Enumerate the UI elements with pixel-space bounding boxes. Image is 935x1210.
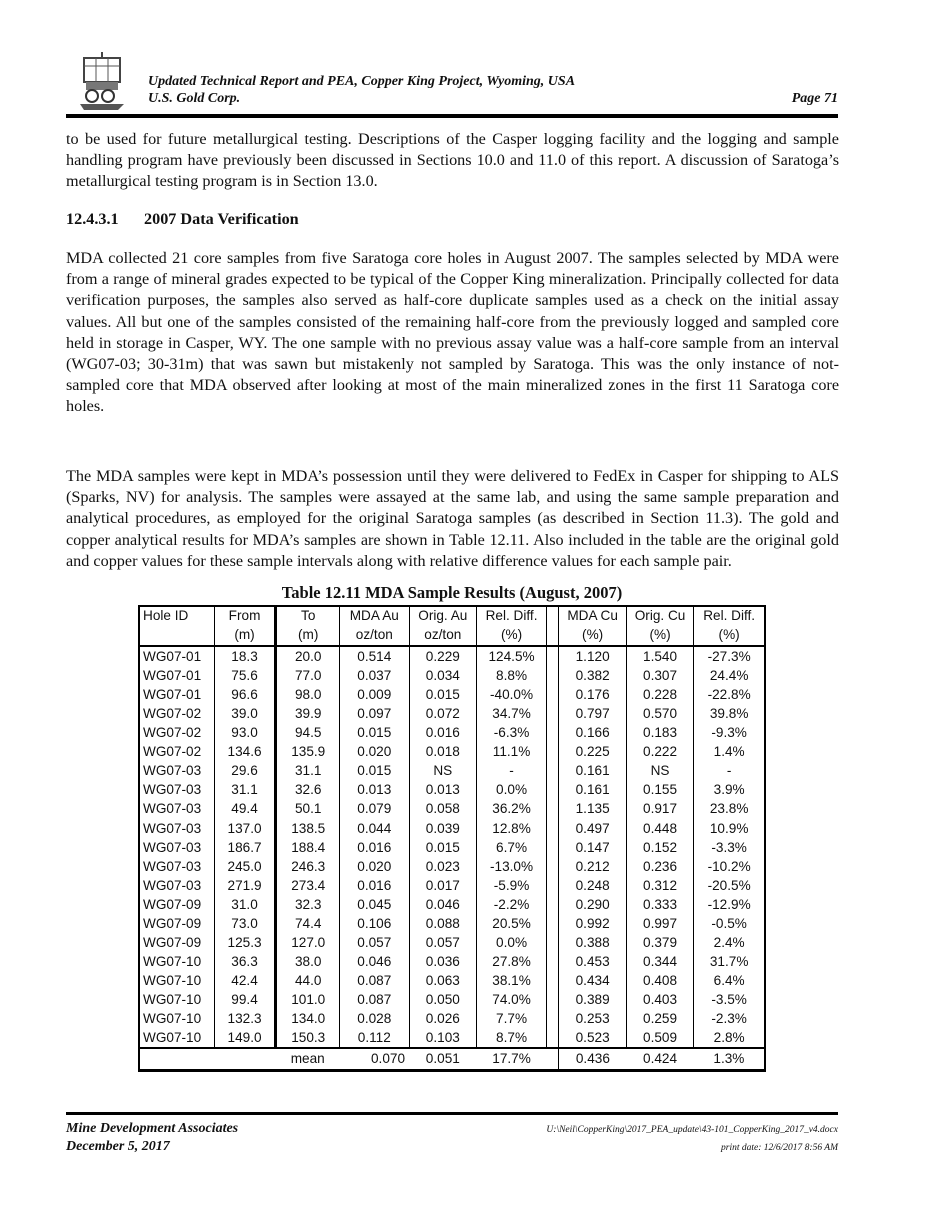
table-cell: 271.9	[214, 876, 276, 895]
col-spacer	[546, 895, 558, 914]
page-header	[66, 52, 838, 118]
table-cell: 0.228	[626, 685, 693, 704]
table-cell: 0.382	[559, 666, 626, 685]
table-cell: 0.046	[340, 952, 409, 971]
mean-cell: 0.070	[340, 1048, 409, 1071]
table-cell: 0.037	[340, 666, 409, 685]
table-cell: 50.1	[276, 799, 340, 818]
table-cell: 0.087	[340, 971, 409, 990]
table-cell: 93.0	[214, 723, 276, 742]
table-cell: 246.3	[276, 857, 340, 876]
table-cell: 0.023	[409, 857, 477, 876]
col-header: Orig. Au	[409, 607, 477, 626]
footer-rule	[66, 1112, 838, 1115]
col-spacer	[546, 685, 558, 704]
table-cell: 0.248	[559, 876, 626, 895]
table-cell: 0.183	[626, 723, 693, 742]
table-caption: Table 12.11 MDA Sample Results (August, 2007)	[281, 583, 623, 602]
table-cell: 98.0	[276, 685, 340, 704]
col-spacer	[546, 666, 558, 685]
table-cell: 32.6	[276, 780, 340, 799]
table-cell: WG07-10	[140, 1009, 214, 1028]
paragraph-sampling: MDA collected 21 core samples from five Saratoga core holes in August 2007. The samples selected by MDA were from a range of mineral grades expected to be typical of the Copper King mineralization. Principally collected for data verification purposes, the samples also served as half-core duplicate samples used as a check on the initial assay values. All but one of the samples consisted of the remaining half-core from the previously logged and sampled core held in storage in Casper, WY. The one sample with no previous assay value was a half-core sample from an interval (WG07-03; 30-31m) that was sawn but mistakenly not sampled by Saratoga. This was the only instance of not-sampled core that MDA observed after looking at most of the main mineralized zones in the first 11 Saratoga core holes.	[66, 249, 839, 416]
table-cell: 0.020	[340, 742, 409, 761]
table-cell: -10.2%	[707, 858, 751, 874]
table-cell: 0.434	[559, 971, 626, 990]
table-cell: -2.2%	[477, 895, 547, 914]
col-spacer	[546, 857, 558, 876]
col-header: MDA Au	[340, 607, 409, 626]
table-cell: 1.135	[559, 799, 626, 818]
table-cell: 0.509	[626, 1028, 693, 1048]
table-cell: 0.072	[409, 704, 477, 723]
table-cell: 0.039	[409, 819, 477, 838]
table-cell: 0.079	[340, 799, 409, 818]
table-cell: 18.3	[214, 646, 276, 666]
table-cell: 11.1%	[477, 742, 547, 761]
table-cell: WG07-01	[140, 666, 214, 685]
table-cell: 49.4	[214, 799, 276, 818]
company-name: U.S. Gold Corp.	[148, 91, 241, 106]
footer-file-path: U:\Neil\CopperKing\2017_PEA_update\43-101_CopperKing_2017_v4.docx	[546, 1125, 838, 1135]
table-cell: WG07-01	[140, 685, 214, 704]
table-cell: 0.015	[409, 685, 477, 704]
table-row	[140, 666, 764, 685]
table-cell: 94.5	[276, 723, 340, 742]
table-cell: 0.570	[626, 704, 693, 723]
table-cell: 0.0%	[477, 933, 547, 952]
table-cell: 0.017	[409, 876, 477, 895]
table-cell: 0.015	[340, 723, 409, 742]
col-header: Hole ID	[140, 607, 214, 626]
table-cell: 0.997	[626, 914, 693, 933]
col-unit: (m)	[276, 626, 340, 646]
col-unit: (m)	[214, 626, 276, 646]
table-row	[140, 646, 764, 666]
header-rule	[66, 114, 838, 118]
table-row	[140, 914, 764, 933]
col-unit: oz/ton	[409, 626, 477, 646]
table-cell: 44.0	[276, 971, 340, 990]
table-cell: 73.0	[214, 914, 276, 933]
table-cell: 0.333	[626, 895, 693, 914]
table-cell: -40.0%	[477, 685, 547, 704]
table-cell: 39.9	[276, 704, 340, 723]
table-row	[140, 819, 764, 838]
table-cell: 132.3	[214, 1009, 276, 1028]
table-cell: WG07-03	[140, 799, 214, 818]
mean-cell: 0.424	[626, 1048, 693, 1071]
table-cell: 27.8%	[477, 952, 547, 971]
table-cell: 39.8%	[709, 706, 749, 722]
col-spacer	[546, 876, 558, 895]
table-cell: 31.0	[214, 895, 276, 914]
table-row	[140, 838, 764, 857]
table-cell: 0.344	[626, 952, 693, 971]
table-cell: WG07-10	[140, 971, 214, 990]
table-cell: 0.018	[409, 742, 477, 761]
table-cell: -2.3%	[711, 1011, 747, 1026]
mean-cell	[140, 1048, 214, 1071]
paragraph-analysis: The MDA samples were kept in MDA’s possession until they were delivered to FedEx in Casper for shipping to ALS (Sparks, NV) for analysis. The samples were assayed at the same lab, and using the same sample preparation and analytical procedures, as employed for the original Saratoga samples (as described in Section 11.3). The gold and copper analytical results for MDA’s samples are shown in Table 12.11. Also included in the table are the original gold and copper values for these sample intervals along with relative difference values for each sample pair.	[66, 467, 839, 570]
table-cell: 0.015	[409, 838, 477, 857]
col-spacer	[546, 1048, 558, 1071]
col-header: Rel. Diff.	[477, 607, 547, 626]
table-row	[140, 895, 764, 914]
mining-equipment-logo-icon	[72, 52, 134, 112]
table-cell: 0.152	[626, 838, 693, 857]
table-cell: 0.161	[559, 780, 626, 799]
table-cell: 42.4	[214, 971, 276, 990]
table-cell: 1.120	[559, 646, 626, 666]
table-cell: 0.106	[340, 914, 409, 933]
col-spacer	[546, 799, 558, 818]
table-cell: 0.015	[340, 761, 409, 780]
table-cell: 150.3	[276, 1028, 340, 1048]
table-cell: 34.7%	[477, 704, 547, 723]
col-spacer	[546, 838, 558, 857]
table-cell: -13.0%	[477, 857, 547, 876]
table-cell: WG07-02	[140, 742, 214, 761]
table-cell: 0.307	[626, 666, 693, 685]
table-cell: WG07-03	[140, 819, 214, 838]
table-cell: 6.7%	[477, 838, 547, 857]
section-heading	[66, 210, 299, 229]
table-cell: 0.044	[340, 819, 409, 838]
col-spacer	[546, 1028, 558, 1048]
table-cell: 149.0	[214, 1028, 276, 1048]
table-cell: 36.2%	[477, 799, 547, 818]
col-spacer	[546, 990, 558, 1009]
col-unit: (%)	[559, 626, 626, 646]
table-row	[140, 780, 764, 799]
table-cell: -22.8%	[707, 687, 751, 703]
table-cell: NS	[626, 761, 693, 780]
table-cell: 0.379	[626, 933, 693, 952]
table-cell: 1.540	[626, 646, 693, 666]
table-cell: 0.097	[340, 704, 409, 723]
col-spacer	[546, 819, 558, 838]
table-cell: 29.6	[214, 761, 276, 780]
col-spacer	[546, 723, 558, 742]
table-cell: 273.4	[276, 876, 340, 895]
table-cell: WG07-03	[140, 857, 214, 876]
table-cell: WG07-02	[140, 704, 214, 723]
col-spacer	[546, 646, 558, 666]
col-spacer	[546, 1009, 558, 1028]
mean-cell: mean	[276, 1048, 340, 1071]
table-cell: 0.523	[559, 1028, 626, 1048]
table-cell: WG07-03	[140, 761, 214, 780]
table-cell: 38.0	[276, 952, 340, 971]
table-cell: 7.7%	[477, 1009, 547, 1028]
table-row	[140, 1009, 764, 1028]
col-header: To	[276, 607, 340, 626]
table-header-units-row	[140, 626, 764, 646]
table-cell: 0.087	[340, 990, 409, 1009]
col-spacer	[546, 761, 558, 780]
table-cell: -12.9%	[707, 896, 751, 912]
table-row	[140, 990, 764, 1009]
col-spacer	[546, 933, 558, 952]
table-cell: -3.5%	[711, 991, 747, 1007]
table-cell: 138.5	[276, 819, 340, 838]
table-cell: 0.222	[626, 742, 693, 761]
table-cell: 0.448	[626, 819, 693, 838]
table-cell: 0.009	[340, 685, 409, 704]
table-row	[140, 685, 764, 704]
mean-cell	[214, 1048, 276, 1071]
table-cell: 0.253	[559, 1009, 626, 1028]
table-cell: 24.4%	[709, 668, 749, 684]
table-cell: 101.0	[276, 990, 340, 1009]
table-cell: 3.9%	[713, 782, 745, 798]
table-row	[140, 704, 764, 723]
col-header: MDA Cu	[559, 607, 626, 626]
col-spacer	[546, 780, 558, 799]
table-cell: WG07-10	[140, 990, 214, 1009]
table-cell: 8.7%	[477, 1028, 547, 1048]
table-cell: 137.0	[214, 819, 276, 838]
table-cell: 0.045	[340, 895, 409, 914]
table-cell: 0.103	[409, 1028, 477, 1048]
table-cell: 20.0	[276, 646, 340, 666]
table-cell: 127.0	[276, 933, 340, 952]
table-cell: WG07-03	[140, 780, 214, 799]
table-cell: 125.3	[214, 933, 276, 952]
table-cell: 0.161	[559, 761, 626, 780]
sample-results-table	[138, 605, 766, 1072]
col-spacer	[546, 607, 558, 626]
table-cell: 32.3	[276, 895, 340, 914]
table-row	[140, 971, 764, 990]
table-cell: -3.3%	[711, 839, 747, 855]
footer-company: Mine Development Associates	[66, 1121, 239, 1136]
paragraph-intro: to be used for future metallurgical testing. Descriptions of the Casper logging facility and the logging and sample handling program have previously been discussed in Sections 10.0 and 11.0 of this report. A discussion of Saratoga’s metallurgical testing program is in Section 13.0.	[66, 130, 839, 191]
table-row	[140, 761, 764, 780]
table-header-row	[140, 607, 764, 626]
table-cell: 6.4%	[713, 972, 745, 988]
col-spacer	[546, 952, 558, 971]
table-cell: 31.7%	[709, 953, 749, 969]
table-cell: WG07-02	[140, 723, 214, 742]
table-cell: 0.259	[626, 1009, 693, 1028]
col-unit: (%)	[694, 626, 764, 646]
col-spacer	[546, 626, 558, 646]
table-cell: 0.036	[409, 952, 477, 971]
col-unit: oz/ton	[340, 626, 409, 646]
table-cell: 99.4	[214, 990, 276, 1009]
table-cell: WG07-10	[140, 952, 214, 971]
table-cell: 1.4%	[713, 744, 745, 760]
table-cell: 0.290	[559, 895, 626, 914]
table-cell: -6.3%	[477, 723, 547, 742]
table-cell: 0.050	[409, 990, 477, 1009]
table-cell: 96.6	[214, 685, 276, 704]
table-cell: NS	[409, 761, 477, 780]
table-cell: 0.112	[340, 1028, 409, 1048]
table-cell: 77.0	[276, 666, 340, 685]
table-cell: 8.8%	[477, 666, 547, 685]
table-cell: 0.453	[559, 952, 626, 971]
footer-print-date: print date: 12/6/2017 8:56 AM	[721, 1143, 838, 1153]
table-cell: WG07-01	[140, 646, 214, 666]
table-cell: 0.236	[626, 857, 693, 876]
table-cell: WG07-03	[140, 876, 214, 895]
table-cell: 10.9%	[709, 820, 749, 836]
table-cell: -	[726, 763, 732, 779]
table-cell: 0.020	[340, 857, 409, 876]
table-cell: 0.046	[409, 895, 477, 914]
table-row	[140, 1028, 764, 1048]
section-number: 12.4.3.1	[66, 210, 119, 228]
table-cell: 0.389	[559, 990, 626, 1009]
col-spacer	[546, 971, 558, 990]
table-row	[140, 876, 764, 895]
col-spacer	[546, 914, 558, 933]
table-row	[140, 933, 764, 952]
col-unit: (%)	[477, 626, 547, 646]
table-cell: 0.013	[340, 780, 409, 799]
mean-cell: 0.436	[559, 1048, 626, 1071]
table-cell: 74.0%	[477, 990, 547, 1009]
table-cell: 36.3	[214, 952, 276, 971]
table-cell: 134.6	[214, 742, 276, 761]
table-cell: 0.166	[559, 723, 626, 742]
col-header: Orig. Cu	[626, 607, 693, 626]
table-cell: 0.225	[559, 742, 626, 761]
mean-cell: 1.3%	[694, 1048, 764, 1071]
table-cell: 12.8%	[477, 819, 547, 838]
table-cell: 0.016	[409, 723, 477, 742]
table-cell: 0.016	[340, 876, 409, 895]
mean-cell: 0.051	[409, 1048, 477, 1071]
table-row	[140, 799, 764, 818]
col-spacer	[546, 704, 558, 723]
table-cell: -	[477, 761, 547, 780]
table-cell: 0.797	[559, 704, 626, 723]
table-cell: 0.403	[626, 990, 693, 1009]
section-title: 2007 Data Verification	[144, 210, 299, 228]
table-cell: 0.063	[409, 971, 477, 990]
table-cell: 38.1%	[477, 971, 547, 990]
table-row	[140, 952, 764, 971]
table-cell: 39.0	[214, 704, 276, 723]
table-cell: 0.917	[626, 799, 693, 818]
table-cell: 0.034	[409, 666, 477, 685]
table-row	[140, 742, 764, 761]
table-cell: 0.088	[409, 914, 477, 933]
table-cell: 23.8%	[709, 801, 749, 817]
table-row	[140, 857, 764, 876]
table-cell: 31.1	[276, 761, 340, 780]
table-cell: 0.028	[340, 1009, 409, 1028]
table-cell: 0.155	[626, 780, 693, 799]
table-cell: -20.5%	[707, 877, 751, 893]
table-cell: 135.9	[276, 742, 340, 761]
table-cell: 0.0%	[477, 780, 547, 799]
table-cell: WG07-09	[140, 895, 214, 914]
col-unit	[140, 626, 214, 646]
table-cell: WG07-10	[140, 1028, 214, 1048]
table-cell: 0.176	[559, 685, 626, 704]
table-mean-row	[140, 1048, 764, 1071]
col-header: Rel. Diff.	[703, 608, 756, 624]
table-cell: 0.514	[340, 646, 409, 666]
mean-cell: 17.7%	[477, 1048, 547, 1071]
table-cell: 0.058	[409, 799, 477, 818]
table-cell: 186.7	[214, 838, 276, 857]
table-cell: 0.388	[559, 933, 626, 952]
table-cell: 0.992	[559, 914, 626, 933]
table-cell: 0.057	[409, 933, 477, 952]
table-cell: -27.3%	[707, 649, 751, 665]
table-cell: 0.408	[626, 971, 693, 990]
table-cell: 2.4%	[713, 934, 745, 950]
table-cell: 0.057	[340, 933, 409, 952]
table-cell: 0.016	[340, 838, 409, 857]
table-cell: 0.147	[559, 838, 626, 857]
footer-date: December 5, 2017	[66, 1139, 170, 1154]
table-body	[140, 646, 764, 1071]
table-cell: 20.5%	[477, 914, 547, 933]
table-cell: 75.6	[214, 666, 276, 685]
col-unit: (%)	[626, 626, 693, 646]
table-cell: 245.0	[214, 857, 276, 876]
table-cell: WG07-09	[140, 933, 214, 952]
table-cell: 0.229	[409, 646, 477, 666]
table-cell: -9.3%	[711, 725, 747, 741]
table-cell: 188.4	[276, 838, 340, 857]
table-cell: -5.9%	[477, 876, 547, 895]
page-number: Page 71	[791, 91, 838, 106]
table-cell: 124.5%	[477, 646, 547, 666]
table-cell: 0.026	[409, 1009, 477, 1028]
table-cell: 134.0	[276, 1009, 340, 1028]
table-cell: 0.497	[559, 819, 626, 838]
col-spacer	[546, 742, 558, 761]
col-header: From	[214, 607, 276, 626]
table-cell: 0.013	[409, 780, 477, 799]
report-title: Updated Technical Report and PEA, Copper King Project, Wyoming, USA	[148, 74, 576, 89]
table-row	[140, 723, 764, 742]
table-cell: 0.312	[626, 876, 693, 895]
table-cell: 74.4	[276, 914, 340, 933]
table-cell: -0.5%	[711, 915, 747, 931]
table-cell: 2.8%	[713, 1030, 745, 1046]
table-cell: 31.1	[214, 780, 276, 799]
table-cell: WG07-09	[140, 914, 214, 933]
table-cell: 0.212	[559, 857, 626, 876]
table-cell: WG07-03	[140, 838, 214, 857]
